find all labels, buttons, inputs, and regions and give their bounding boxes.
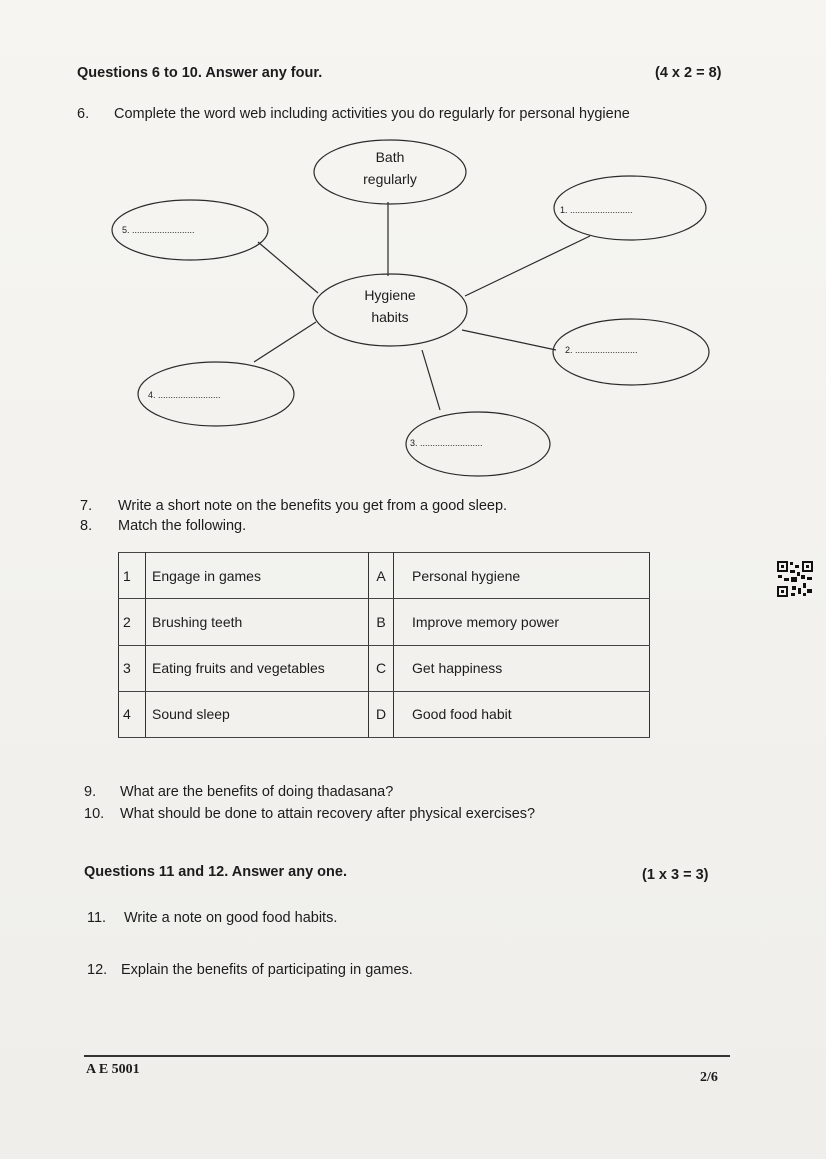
web-blank-4: 4. .........................: [148, 390, 221, 400]
row-4-letter: D: [369, 691, 394, 737]
q10-text: What should be done to attain recovery after physical exercises?: [120, 806, 536, 822]
row-1-left: Engage in games: [146, 553, 369, 599]
web-center-line2: habits: [371, 309, 409, 325]
connector-1: [465, 236, 590, 296]
q11-number: 11.: [87, 910, 107, 926]
section-2-marks: (1 x 3 = 3): [642, 867, 709, 883]
row-3-number: 3: [119, 645, 146, 691]
section-1-title: Questions 6 to 10. Answer any four.: [77, 65, 323, 81]
web-blank-3: 3. .........................: [410, 438, 483, 448]
q6-number: 6.: [77, 106, 90, 122]
row-1-number: 1: [119, 553, 146, 599]
q7-number: 7.: [80, 498, 93, 514]
q6-text: Complete the word web including activities you do regularly for personal hygiene: [114, 106, 630, 122]
section-2-title: Questions 11 and 12. Answer any one.: [84, 864, 347, 880]
row-3-right: Get happiness: [394, 645, 650, 691]
q9-number: 9.: [84, 784, 97, 800]
connector-4: [254, 322, 316, 362]
q10-number: 10.: [84, 806, 105, 822]
table-row: [119, 691, 650, 737]
row-3-letter: C: [369, 645, 394, 691]
qr-code-icon: [776, 560, 814, 598]
web-top-label: [340, 146, 440, 190]
q7-text: Write a short note on the benefits you get from a good sleep.: [118, 498, 508, 514]
table-row: [119, 645, 650, 691]
web-center-label: [340, 284, 440, 328]
footer-rule: [84, 1055, 730, 1057]
q8-text: Match the following.: [118, 518, 247, 534]
web-center-line1: Hygiene: [364, 287, 416, 303]
web-top-line1: Bath: [375, 149, 405, 165]
row-2-left: Brushing teeth: [146, 599, 369, 645]
row-1-letter: A: [369, 553, 394, 599]
connector-3: [422, 350, 440, 410]
table-row: [119, 599, 650, 645]
web-blank-5: 5. .........................: [122, 225, 195, 235]
row-2-number: 2: [119, 599, 146, 645]
q9-text: What are the benefits of doing thadasana?: [120, 784, 394, 800]
row-4-number: 4: [119, 691, 146, 737]
q11-text: Write a note on good food habits.: [124, 910, 338, 926]
page-number: 2/6: [700, 1070, 718, 1085]
connector-2: [462, 330, 556, 350]
row-4-right: Good food habit: [394, 691, 650, 737]
table-row: [119, 553, 650, 599]
row-3-left: Eating fruits and vegetables: [146, 645, 369, 691]
q12-number: 12.: [87, 962, 108, 978]
q12-text: Explain the benefits of participating in games.: [121, 962, 413, 978]
row-4-left: Sound sleep: [146, 691, 369, 737]
row-2-right: Improve memory power: [394, 599, 650, 645]
row-1-right: Personal hygiene: [394, 553, 650, 599]
q8-number: 8.: [80, 518, 93, 534]
word-web-diagram: [0, 0, 826, 500]
connector-5: [258, 242, 318, 293]
web-blank-2: 2. .........................: [565, 345, 638, 355]
section-1-marks: (4 x 2 = 8): [655, 65, 722, 81]
match-table: [118, 552, 650, 738]
web-blank-1: 1. .........................: [560, 205, 633, 215]
web-top-line2: regularly: [363, 171, 417, 187]
paper-code: A E 5001: [86, 1062, 140, 1077]
row-2-letter: B: [369, 599, 394, 645]
